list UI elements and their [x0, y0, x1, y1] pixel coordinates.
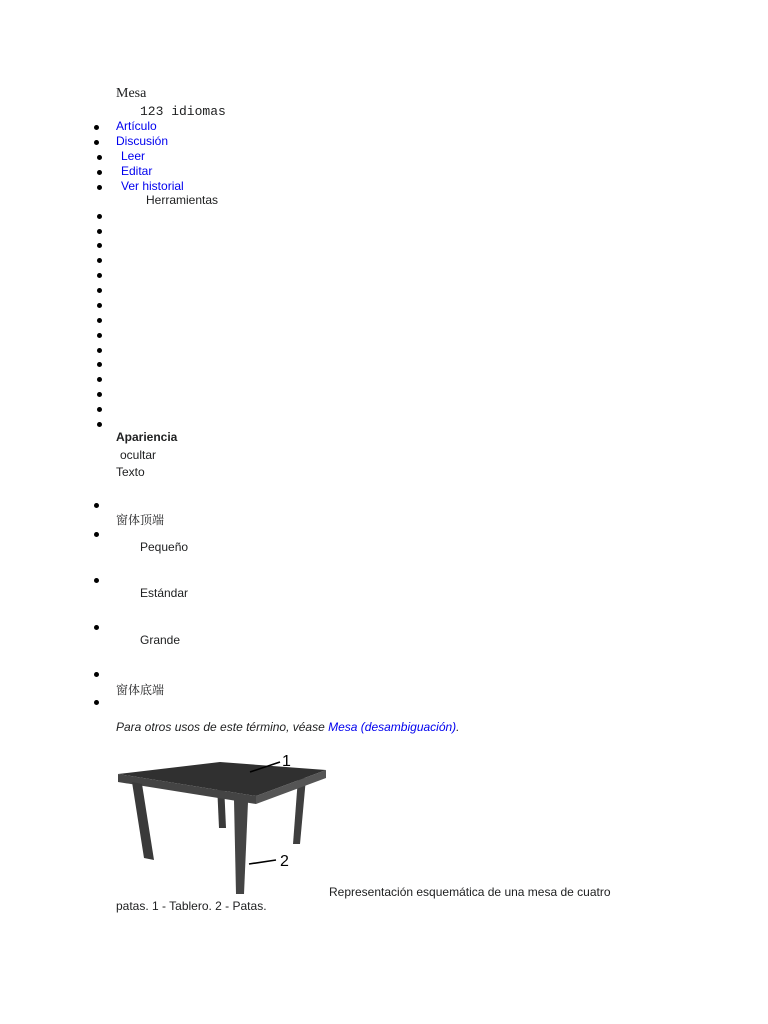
list-bullet [94, 578, 99, 583]
window-top-label: 窗体顶端 [116, 513, 165, 527]
hatnote [116, 720, 460, 734]
text-size-large-option[interactable]: Grande [140, 633, 181, 647]
tools-item[interactable] [97, 362, 102, 367]
tab-history[interactable]: Ver historial [121, 179, 184, 193]
figure-caption-line-1: Representación esquemática de una mesa de cuatro [329, 885, 611, 899]
list-bullet [94, 532, 99, 537]
tools-item[interactable] [97, 229, 102, 234]
tools-item[interactable] [97, 258, 102, 263]
tab-article[interactable]: Artículo [116, 119, 157, 133]
list-bullet [97, 155, 102, 160]
list-bullet [97, 170, 102, 175]
table-diagram [116, 748, 332, 898]
tools-item[interactable] [97, 377, 102, 382]
hide-appearance-button[interactable]: ocultar [120, 448, 157, 462]
tools-item[interactable] [97, 407, 102, 412]
table-leg-front-left [132, 782, 154, 860]
language-selector[interactable]: 123 idiomas [140, 104, 226, 119]
page-title: Mesa [116, 86, 147, 101]
hatnote-suffix: . [456, 720, 460, 734]
tools-item[interactable] [97, 243, 102, 248]
hatnote-prefix: Para otros usos de este término, véase [116, 720, 329, 734]
list-bullet [94, 700, 99, 705]
tab-discussion[interactable]: Discusión [116, 134, 169, 148]
list-bullet [94, 503, 99, 508]
list-bullet [94, 125, 99, 130]
window-bottom-label: 窗体底端 [116, 683, 165, 697]
text-size-standard-option[interactable]: Estándar [140, 586, 189, 600]
disambiguation-link[interactable]: Mesa (desambiguación) [328, 720, 457, 734]
callout-label-1: 1 [282, 753, 291, 770]
tab-edit[interactable]: Editar [121, 164, 153, 178]
text-size-small-option[interactable]: Pequeño [140, 540, 189, 554]
tools-item[interactable] [97, 318, 102, 323]
tools-item[interactable] [97, 422, 102, 427]
list-bullet [97, 185, 102, 190]
callout-line-2 [249, 860, 276, 864]
tools-item[interactable] [97, 348, 102, 353]
list-bullet [94, 625, 99, 630]
tools-menu[interactable]: Herramientas [146, 193, 219, 207]
table-leg-front-right [234, 800, 248, 894]
list-bullet [94, 672, 99, 677]
tab-read[interactable]: Leer [121, 149, 146, 163]
tools-item[interactable] [97, 303, 102, 308]
figure-caption-line-2: patas. 1 - Tablero. 2 - Patas. [116, 899, 267, 913]
text-size-label: Texto [116, 465, 145, 479]
appearance-title: Apariencia [116, 430, 178, 444]
tools-item[interactable] [97, 392, 102, 397]
tools-item[interactable] [97, 333, 102, 338]
callout-label-2: 2 [280, 853, 289, 870]
tools-item[interactable] [97, 288, 102, 293]
tools-item[interactable] [97, 214, 102, 219]
tools-item[interactable] [97, 273, 102, 278]
list-bullet [94, 140, 99, 145]
